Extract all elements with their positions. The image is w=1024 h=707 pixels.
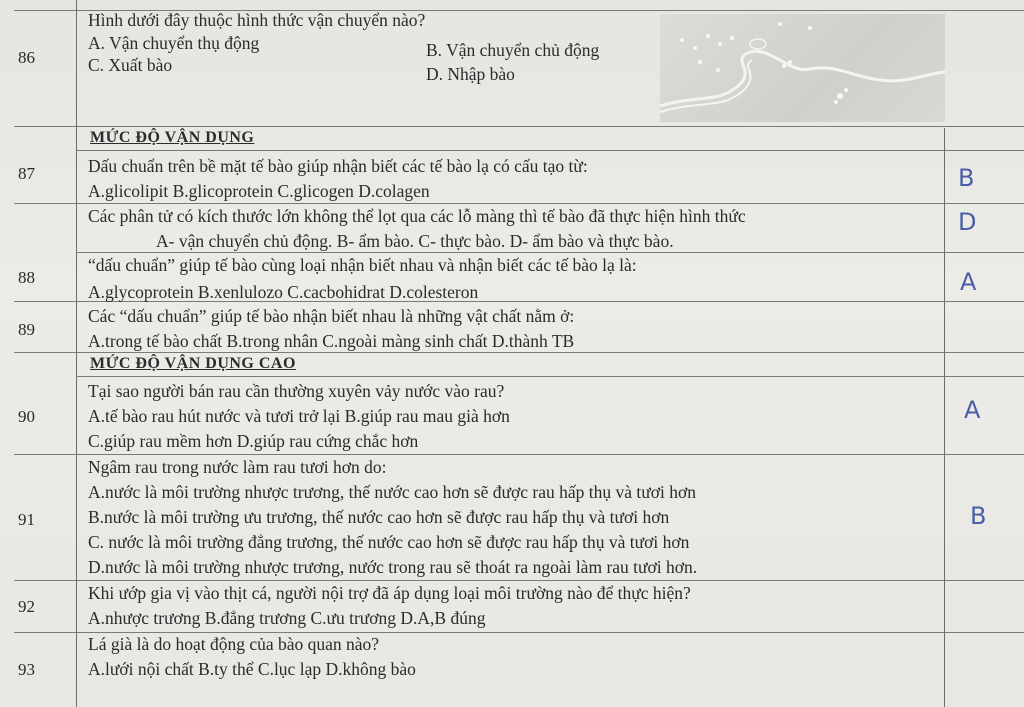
- option-c: C. Xuất bào: [88, 55, 173, 75]
- row-divider: [14, 203, 1024, 204]
- question-text: Ngâm rau trong nước làm rau tươi hơn do:: [88, 457, 387, 477]
- question-text: Hình dưới đây thuộc hình thức vận chuyển nào?: [88, 10, 426, 30]
- options-line: A.lưới nội chất B.ty thể C.lục lạp D.không bào: [88, 659, 416, 679]
- question-number: 87: [18, 164, 35, 183]
- handwritten-answer: A: [960, 268, 977, 296]
- question-text: Các “dấu chuẩn” giúp tế bào nhận biết nhau là những vật chất nằm ở:: [88, 306, 575, 326]
- question-number: 90: [18, 407, 35, 426]
- option-a: A. Vận chuyển thụ động: [88, 33, 260, 53]
- question-number: 91: [18, 510, 35, 529]
- options-line: A.tế bào rau hút nước và tươi trở lại B.giúp rau mau già hơn: [88, 406, 510, 426]
- option-b: B. Vận chuyển chủ động: [426, 40, 600, 60]
- section-heading: MỨC ĐỘ VẬN DỤNG: [90, 129, 255, 146]
- option-b: B.nước là môi trường ưu trương, thế nước cao hơn sẽ được rau hấp thụ và tươi hơn: [88, 507, 670, 527]
- options-line: C.giúp rau mềm hơn D.giúp rau cứng chắc hơn: [88, 431, 419, 451]
- row-divider: [14, 126, 1024, 127]
- question-number: 88: [18, 268, 35, 287]
- row-divider: [14, 632, 1024, 633]
- question-number: 89: [18, 320, 35, 339]
- options-line: A.nhược trương B.đẳng trương C.ưu trương D.A,B đúng: [88, 608, 486, 628]
- handwritten-answer: D: [958, 208, 977, 236]
- row-divider: [14, 352, 1024, 353]
- options-line: A.glicolipit B.glicoprotein C.glicogen D.colagen: [88, 181, 430, 201]
- row-divider: [76, 150, 1024, 151]
- transport-illustration: [660, 14, 945, 122]
- row-divider: [76, 252, 1024, 253]
- option-c: C. nước là môi trường đẳng trương, thế nước cao hơn sẽ được rau hấp thụ và tươi hơn: [88, 532, 690, 552]
- handwritten-answer: B: [958, 164, 975, 192]
- question-text: Các phân tử có kích thước lớn không thể lọt qua các lỗ màng thì tế bào đã thực hiện hình thức: [88, 206, 746, 226]
- question-number: 92: [18, 597, 35, 616]
- option-a: A.nước là môi trường nhược trương, thế nước cao hơn sẽ được rau hấp thụ và tươi hơn: [88, 482, 696, 502]
- options-line: A.glycoprotein B.xenlulozo C.cacbohidrat D.colesteron: [88, 282, 479, 302]
- section-heading: MỨC ĐỘ VẬN DỤNG CAO: [90, 355, 296, 372]
- handwritten-answer: A: [964, 396, 981, 424]
- column-divider-answer: [944, 128, 945, 707]
- options-line: A.trong tế bào chất B.trong nhân C.ngoài màng sinh chất D.thành TB: [88, 331, 575, 351]
- vesicle-membrane-diagram: [660, 14, 945, 122]
- question-text: Lá già là do hoạt động của bào quan nào?: [88, 634, 380, 654]
- question-text: Khi ướp gia vị vào thịt cá, người nội trợ đã áp dụng loại môi trường nào để thực hiện?: [88, 583, 691, 603]
- question-number: 93: [18, 660, 35, 679]
- question-number: 86: [18, 48, 35, 67]
- question-text: Tại sao người bán rau cần thường xuyên vảy nước vào rau?: [88, 381, 505, 401]
- handwritten-answer: B: [970, 502, 987, 530]
- options-line: A- vận chuyển chủ động. B- ẩm bào. C- thực bào. D- ẩm bào và thực bào.: [156, 231, 674, 251]
- row-divider: [14, 454, 1024, 455]
- row-divider: [76, 376, 1024, 377]
- option-d: D.nước là môi trường nhược trương, nước trong rau sẽ thoát ra ngoài làm rau tươi hơn.: [88, 557, 698, 577]
- question-text: “dấu chuẩn” giúp tế bào cùng loại nhận biết nhau và nhận biết các tế bào lạ là:: [88, 255, 637, 275]
- question-text: Dấu chuẩn trên bề mặt tế bào giúp nhận biết các tế bào lạ có cấu tạo từ:: [88, 156, 588, 176]
- option-d: D. Nhập bào: [426, 64, 515, 84]
- row-divider: [14, 580, 1024, 581]
- column-divider-number: [76, 0, 77, 707]
